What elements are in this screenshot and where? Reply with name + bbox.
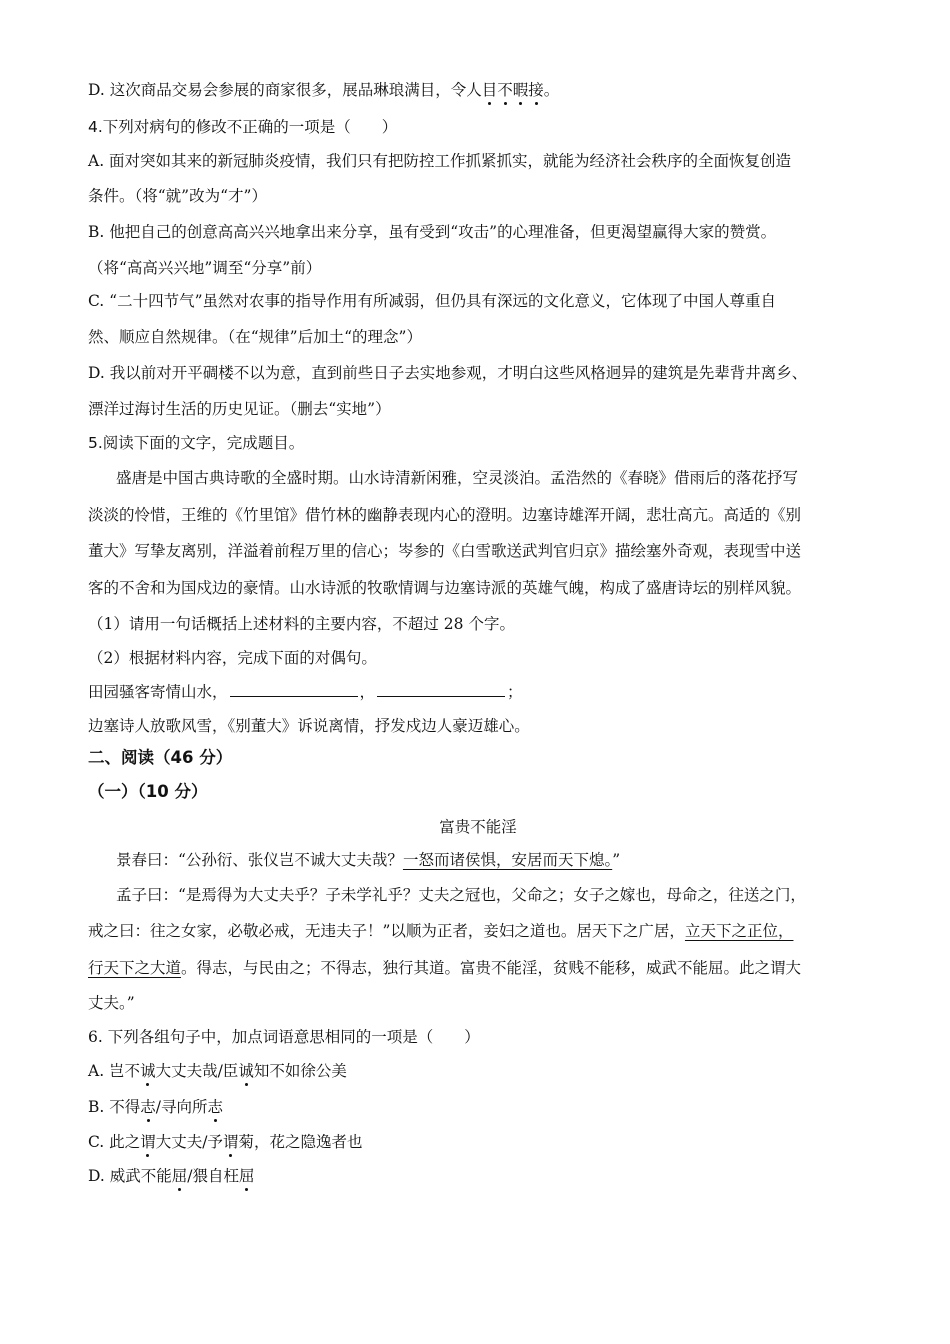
dotted-char: 不 [497, 81, 513, 99]
text: D. 威武不能 [88, 1167, 172, 1185]
passage-title: 富贵不能淫 [439, 818, 517, 836]
option-c-q6 [88, 1132, 362, 1152]
text: D. 这次商品交易会参展的商家很多，展品琳琅满目，令人 [88, 81, 482, 99]
answer-blank[interactable] [230, 682, 358, 697]
text: 知不如徐公美 [253, 1062, 347, 1080]
text: 大丈夫/予 [155, 1133, 223, 1151]
text: 菊，花之隐逸者也 [238, 1133, 363, 1151]
fill-blank-line [88, 682, 523, 702]
option-a-line2: 条件。（将“就”改为“才”） [88, 187, 267, 205]
sub-question-1: （1）请用一句话概括上述材料的主要内容，不超过 28 个字。 [88, 615, 515, 633]
passage-line: 董大》写挚友离别，洋溢着前程万里的信心；岑参的《白雪歌送武判官归京》描绘塞外奇观，表现雪中送 [88, 542, 802, 560]
classical-text-line: 丈夫。” [88, 994, 135, 1012]
underlined-text: 一怒而诸侯惧，安居而天下熄。 [402, 851, 613, 869]
dotted-char: 暇 [512, 81, 529, 99]
text: ； [507, 683, 523, 701]
answer-blank[interactable] [377, 682, 505, 697]
classical-text-line [88, 921, 793, 941]
option-c-line1: C. “二十四节气”虽然对农事的指导作用有所减弱，但仍具有深远的文化意义，它体现了中国人尊重自 [88, 292, 777, 310]
underlined-text: 行天下之大道 [88, 959, 182, 977]
sub-question-2: （2）根据材料内容，完成下面的对偶句。 [88, 649, 377, 667]
text: /猥自枉 [187, 1167, 239, 1185]
underlined-text: 立天下之正位， [684, 922, 794, 940]
couplet-line: 边塞诗人放歌风雪，《别董大》诉说离情，抒发戍边人豪迈雄心。 [88, 717, 530, 735]
classical-text-line [88, 958, 801, 978]
option-b-line1: B. 他把自己的创意高高兴兴地拿出来分享，虽有受到“攻击”的心理准备，但更渴望赢得大家的赞赏。 [88, 223, 777, 241]
dotted-char: 接 [528, 81, 544, 99]
text: 。得志，与民由之；不得志，独行其道。富贵不能淫，贫贱不能移，威武不能屈。此之谓大 [181, 959, 802, 977]
dotted-char: 屈 [238, 1167, 255, 1185]
text: /寻向所 [155, 1098, 208, 1116]
text: C. 此之 [88, 1133, 141, 1151]
subsection-heading: （一）（10 分） [88, 782, 208, 801]
dotted-char: 诚 [140, 1062, 156, 1080]
classical-text-line: 孟子曰：“是焉得为大丈夫乎？子未学礼乎？丈夫之冠也，父命之；女子之嫁也，母命之，往送之门， [116, 886, 806, 904]
option-d-line2: 漂洋过海讨生活的历史见证。（删去“实地”） [88, 400, 391, 418]
option-a-line1: A. 面对突如其来的新冠肺炎疫情，我们只有把防控工作抓紧抓实，就能为经济社会秩序的全面恢复创造 [88, 152, 792, 170]
option-b-q6 [88, 1097, 223, 1117]
dotted-char: 目 [481, 81, 498, 99]
dotted-char: 志 [140, 1098, 156, 1116]
text: 戒之曰：往之女家，必敬必戒，无违夫子！”以顺为正者，妾妇之道也。居天下之广居， [88, 922, 685, 940]
question-5: 5.阅读下面的文字，完成题目。 [88, 434, 305, 452]
text: 。 [543, 81, 560, 99]
option-d-line1: D. 我以前对开平碉楼不以为意，直到前些日子去实地参观，才明白这些风格迥异的建筑是先辈背井离乡、 [88, 364, 808, 382]
passage-line: 客的不舍和为国戍边的豪情。山水诗派的牧歌情调与边塞诗派的英雄气魄，构成了盛唐诗坛的别样风貌。 [88, 579, 802, 597]
passage-line: 淡淡的怜惜，王维的《竹里馆》借竹林的幽静表现内心的澄明。边塞诗雄浑开阔，悲壮高亢。高适的《别 [88, 506, 802, 524]
question-4: 4.下列对病句的修改不正确的一项是（ ） [88, 118, 398, 136]
classical-text-line [116, 850, 620, 870]
question-6: 6. 下列各组句子中，加点词语意思相同的一项是（ ） [88, 1028, 480, 1046]
dotted-char: 诚 [238, 1062, 254, 1080]
text: ” [612, 851, 621, 869]
option-d-q6 [88, 1166, 255, 1186]
text: 景春曰：“公孙衍、张仪岂不诚大丈夫哉？ [116, 851, 403, 869]
dotted-char: 谓 [222, 1133, 239, 1151]
dotted-char: 屈 [171, 1167, 188, 1185]
option-d-q3 [88, 80, 559, 100]
text: ， [359, 683, 376, 701]
dotted-char: 谓 [140, 1133, 156, 1151]
option-a-q6 [88, 1061, 347, 1081]
text: 大丈夫哉/臣 [155, 1062, 239, 1080]
option-b-line2: （将“高高兴兴地”调至“分享”前） [88, 259, 322, 277]
text: A. 岂不 [88, 1062, 141, 1080]
text: 田园骚客寄情山水， [88, 683, 228, 701]
passage-line: 盛唐是中国古典诗歌的全盛时期。山水诗清新闲雅，空灵淡泊。孟浩然的《春晓》借雨后的落花抒写 [116, 469, 799, 487]
section-heading: 二、阅读（46 分） [88, 748, 233, 767]
dotted-char: 志 [207, 1098, 224, 1116]
text: B. 不得 [88, 1098, 141, 1116]
option-c-line2: 然、顺应自然规律。（在“规律”后加土“的理念”） [88, 328, 422, 346]
